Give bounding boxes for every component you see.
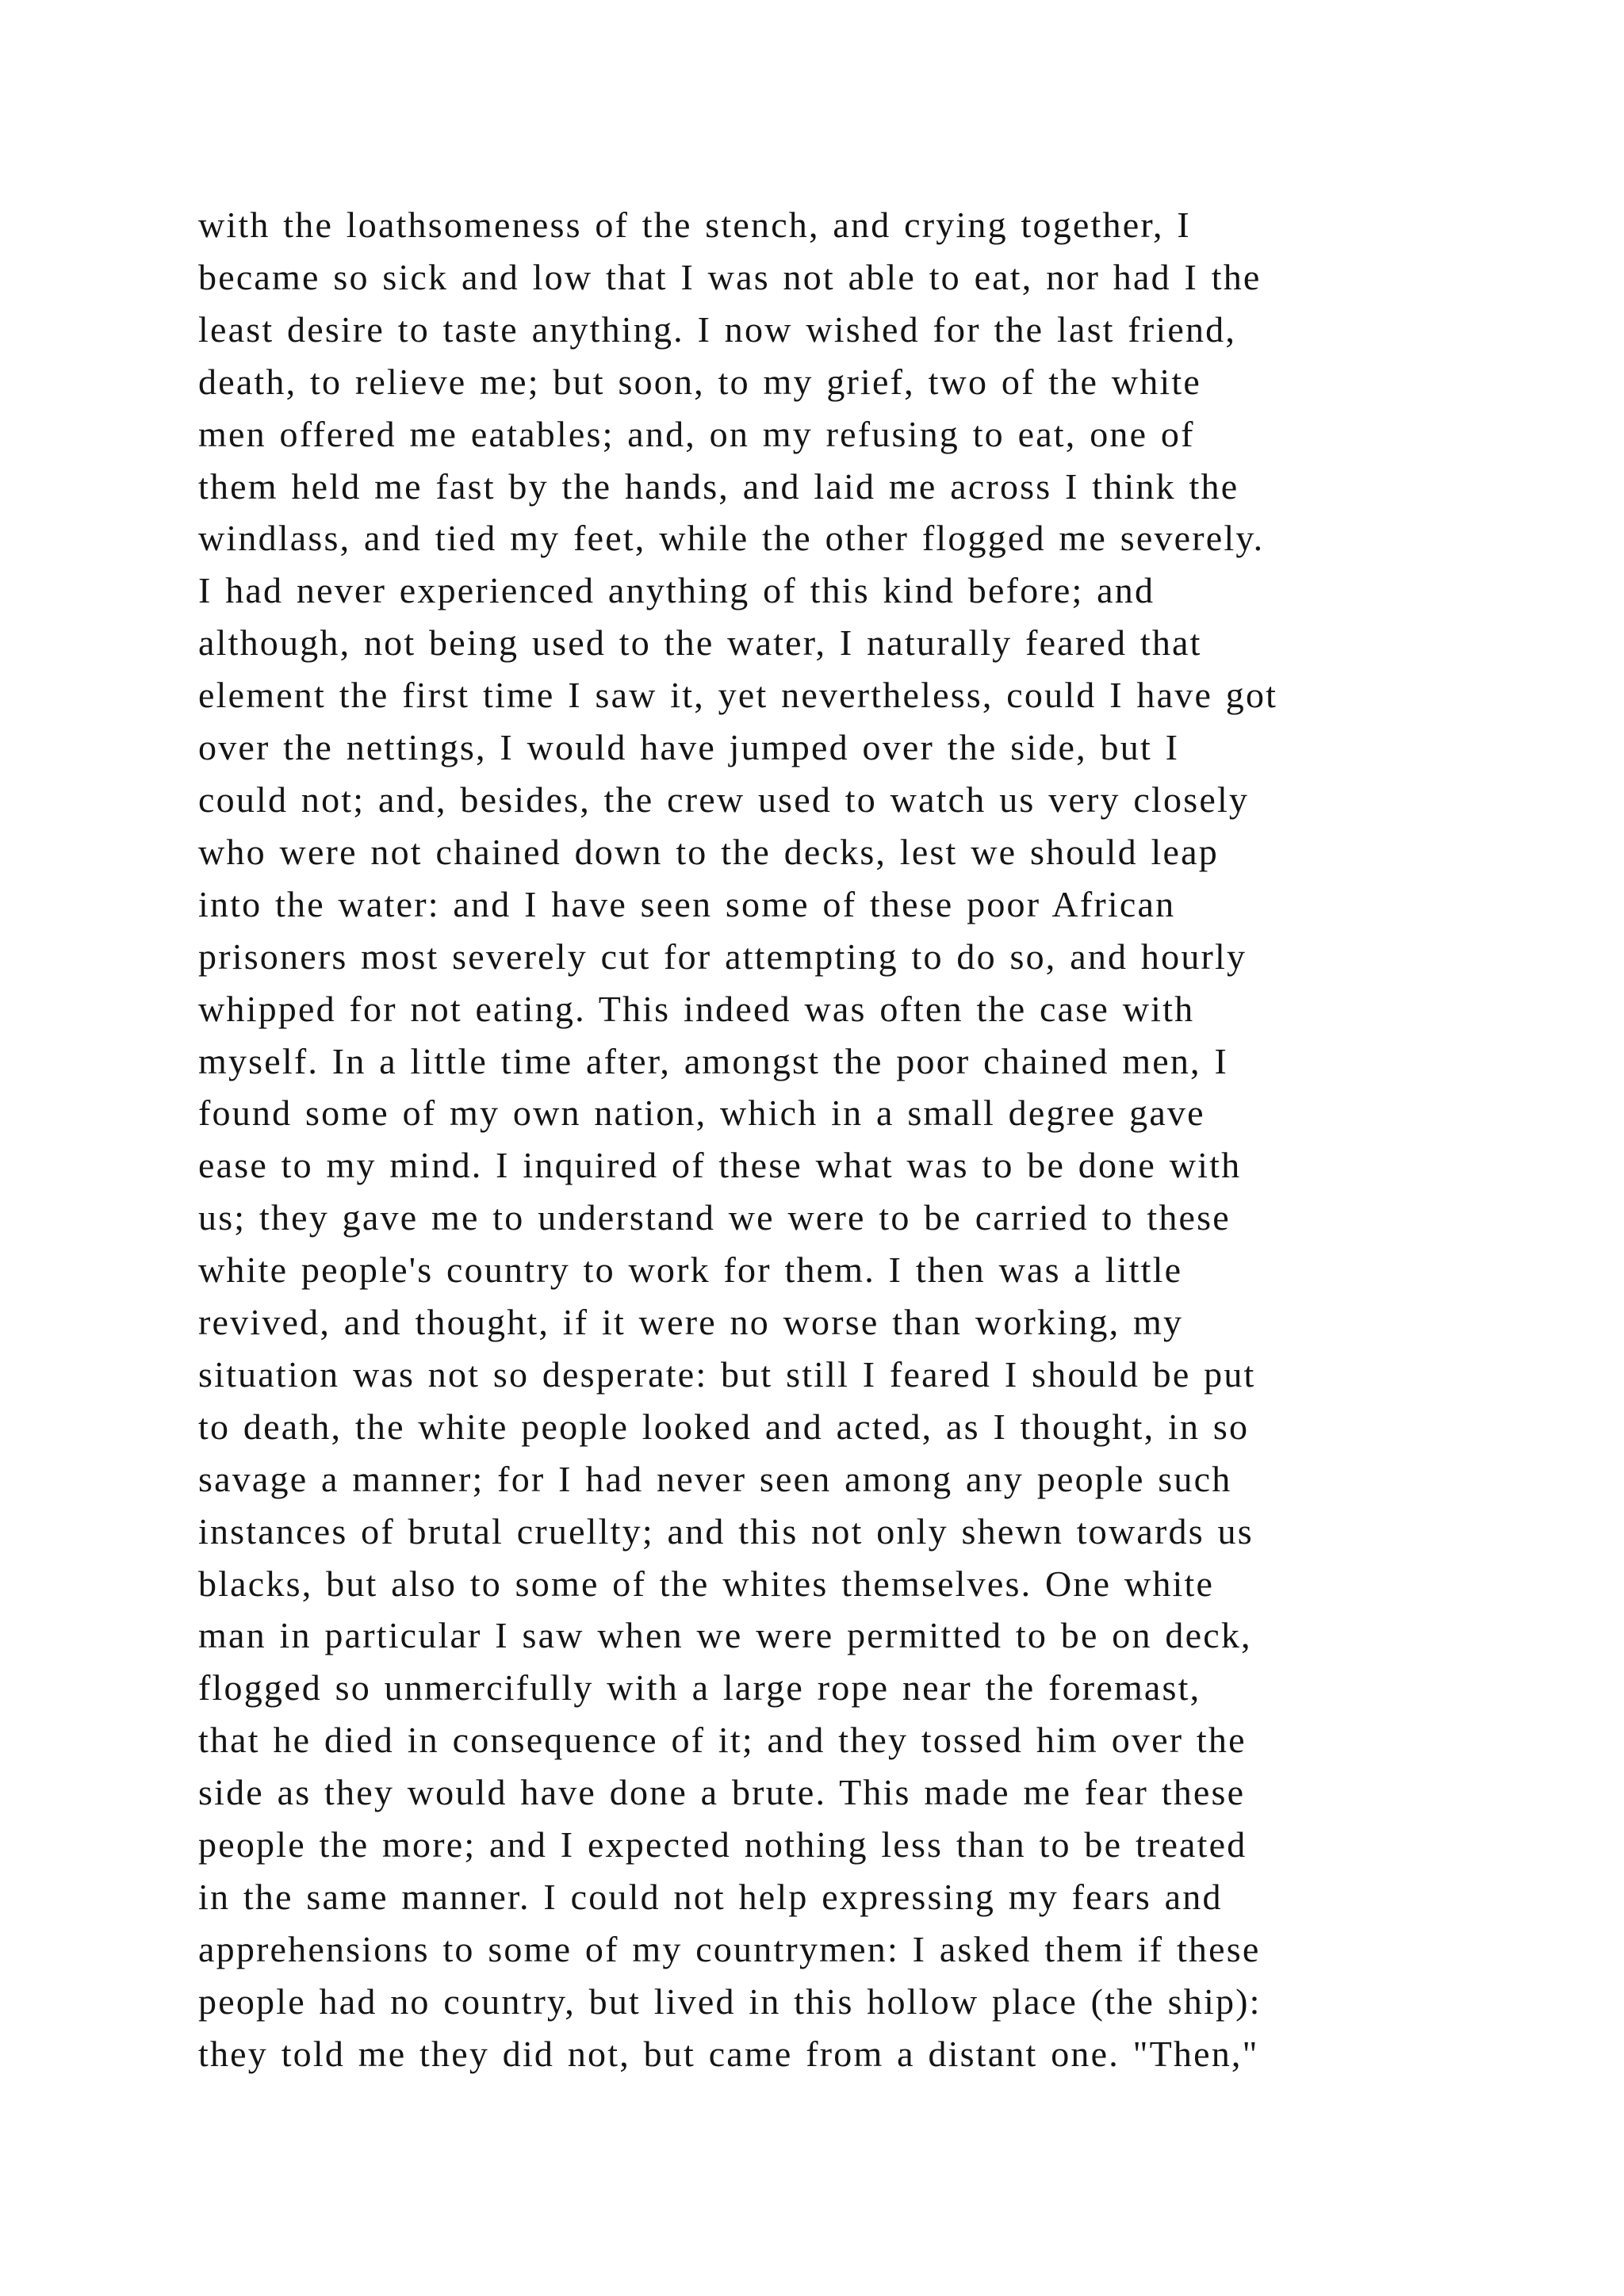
- text-line: myself. In a little time after, amongst the poor chained men, I: [198, 1040, 1228, 1081]
- text-line: revived, and thought, if it were no worse than working, my: [198, 1302, 1184, 1343]
- text-line: least desire to taste anything. I now wished for the last friend,: [198, 308, 1237, 350]
- text-line: situation was not so desperate: but still I feared I should be put: [198, 1353, 1256, 1395]
- text-line: ease to my mind. I inquired of these what was to be done with: [198, 1145, 1242, 1186]
- text-line: became so sick and low that I was not able to eat, nor had I the: [198, 256, 1262, 297]
- text-line: flogged so unmercifully with a large rope near the foremast,: [198, 1667, 1201, 1709]
- text-line: apprehensions to some of my countrymen: I asked them if these: [198, 1928, 1261, 1969]
- text-line: element the first time I saw it, yet nevertheless, could I have got: [198, 675, 1278, 716]
- text-line: windlass, and tied my feet, while the other flogged me severely.: [198, 518, 1265, 559]
- text-line: us; they gave me to understand we were to be carried to these: [198, 1197, 1231, 1238]
- text-line: they told me they did not, but came from a distant one. "Then,": [198, 2033, 1259, 2074]
- text-line: although, not being used to the water, I naturally feared that: [198, 622, 1202, 664]
- text-line: could not; and, besides, the crew used to watch us very closely: [198, 779, 1250, 820]
- text-line: who were not chained down to the decks, lest we should leap: [198, 831, 1219, 872]
- text-line: with the loathsomeness of the stench, and crying together, I: [198, 205, 1191, 245]
- text-line: that he died in consequence of it; and they tossed him over the: [198, 1720, 1247, 1761]
- text-line: I had never experienced anything of this kind before; and: [198, 570, 1155, 611]
- text-line: white people's country to work for them. I then was a little: [198, 1249, 1183, 1291]
- text-line: into the water: and I have seen some of these poor African: [198, 883, 1176, 924]
- text-line: savage a manner; for I had never seen among any people such: [198, 1458, 1232, 1499]
- text-line: them held me fast by the hands, and laid me across I think the: [198, 465, 1239, 507]
- text-line: instances of brutal cruellty; and this not only shewn towards us: [198, 1510, 1254, 1552]
- text-line: blacks, but also to some of the whites themselves. One white: [198, 1563, 1215, 1604]
- text-line: in the same manner. I could not help expressing my fears and: [198, 1877, 1223, 1917]
- text-line: prisoners most severely cut for attempting to do so, and hourly: [198, 936, 1247, 977]
- text-line: whipped for not eating. This indeed was often the case with: [198, 988, 1195, 1029]
- text-line: man in particular I saw when we were permitted to be on deck,: [198, 1615, 1252, 1656]
- text-line: to death, the white people looked and acted, as I thought, in so: [198, 1406, 1250, 1447]
- body-text: [198, 199, 1546, 2080]
- text-line: over the nettings, I would have jumped over the side, but I: [198, 727, 1180, 768]
- text-line: people had no country, but lived in this hollow place (the ship):: [198, 1980, 1262, 2022]
- text-line: people the more; and I expected nothing less than to be treated: [198, 1824, 1247, 1866]
- text-line: side as they would have done a brute. This made me fear these: [198, 1772, 1246, 1813]
- text-line: found some of my own nation, which in a small degree gave: [198, 1093, 1205, 1134]
- text-line: death, to relieve me; but soon, to my grief, two of the white: [198, 361, 1201, 402]
- text-line: men offered me eatables; and, on my refusing to eat, one of: [198, 413, 1195, 454]
